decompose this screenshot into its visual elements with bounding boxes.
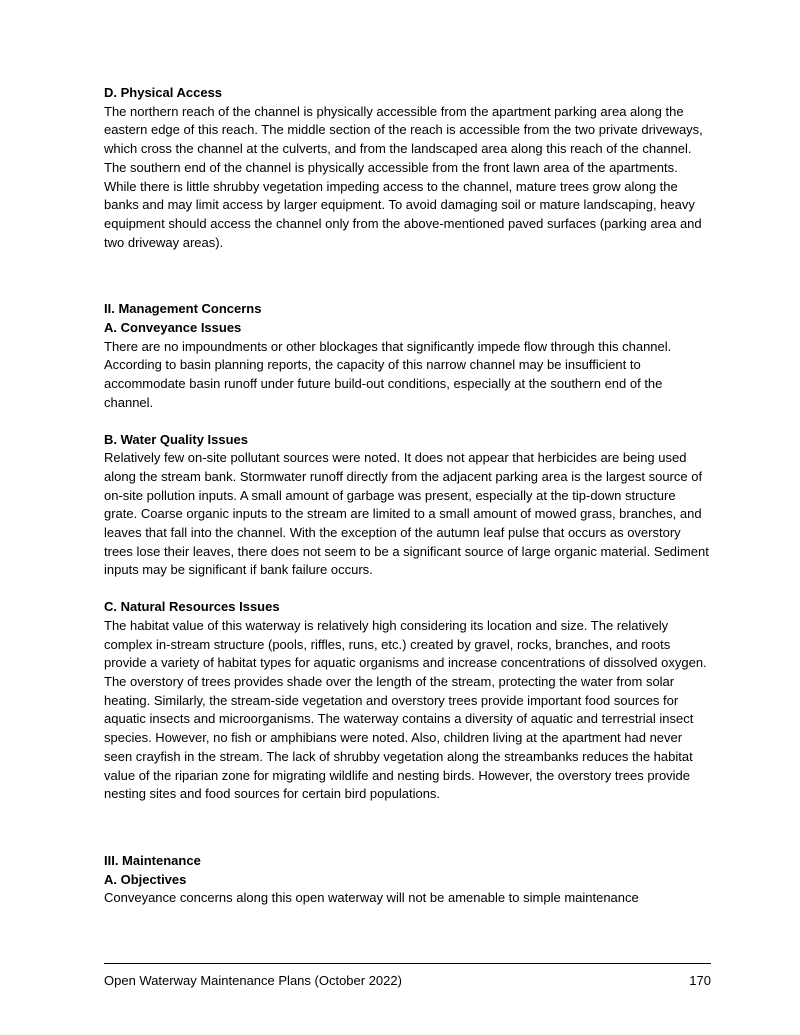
paragraph-objectives: Conveyance concerns along this open waterway will not be amenable to simple maintenance [104, 890, 639, 906]
footer-document-title: Open Waterway Maintenance Plans (October 2022) [104, 973, 402, 988]
paragraph-natural-resources: The habitat value of this waterway is relatively high considering its location and size. The relatively complex in-stream structure (pools, riffles, runs, etc.) created by gravel, rocks, branches, and roots provide a variety of habitat types for aquatic organisms and increase concentrations of dissolved oxygen. The overstory of trees provides shade over the length of the stream, protecting the water from solar heating. Similarly, the stream-side vegetation and overstory trees provide important food sources for aquatic insects and microorganisms. The waterway contains a diversity of aquatic and terrestrial insect species. However, no fish or amphibians were noted. Also, children living at the apartment had never seen crayfish in the stream. The lack of shrubby vegetation along the streambanks reduces the habitat value of the riparian zone for migrating wildlife and nesting birds. However, the overstory trees provide nesting sites and food sources for certain bird populations. [104, 617, 707, 802]
section-heading-management-concerns: II. Management Concerns [104, 301, 262, 317]
section-heading-physical-access: D. Physical Access [104, 85, 223, 100]
section-heading-conveyance-issues: A. Conveyance Issues [104, 320, 242, 336]
page-footer [104, 963, 711, 988]
paragraph-conveyance-issues: There are no impoundments or other blockages that significantly impede flow through this channel. According to basin planning reports, the capacity of this narrow channel may be insufficient to accommodate basin runoff under future build-out conditions, especially at the southern end of the channel. [104, 338, 672, 410]
paragraph-water-quality: Relatively few on-site pollutant sources were noted. It does not appear that herbicides are being used along the stream bank. Stormwater runoff directly from the adjacent parking area is the largest source of on-site pollution inputs. A small amount of garbage was present, especially at the tip-down structure grate. Coarse organic inputs to the stream are limited to a small amount of mowed grass, branches, and leaves that fall into the channel. With the exception of the autumn leaf pulse that occurs as overstory trees lose their leaves, there does not seem to be a significant source of large organic material. Sediment inputs may be significant if bank failure occurs. [104, 450, 709, 578]
section-heading-objectives: A. Objectives [104, 871, 187, 887]
document-page-body [104, 84, 711, 908]
page-number: 170 [689, 973, 711, 988]
section-heading-maintenance: III. Maintenance [104, 852, 201, 868]
section-heading-natural-resources: C. Natural Resources Issues [104, 599, 280, 615]
paragraph-physical-access: The northern reach of the channel is physically accessible from the apartment parking area along the eastern edge of this reach. The middle section of the reach is accessible from the two private driveways, which cross the channel at the culverts, and from the landscaped area along this reach of the channel. The southern end of the channel is physically accessible from the front lawn area of the apartments. While there is little shrubby vegetation impeding access to the channel, mature trees grow along the banks and may limit access by larger equipment. To avoid damaging soil or mature landscaping, heavy equipment should access the channel only from the above-mentioned paved surfaces (parking area and two driveway areas). [104, 103, 703, 250]
section-heading-water-quality: B. Water Quality Issues [104, 431, 249, 447]
